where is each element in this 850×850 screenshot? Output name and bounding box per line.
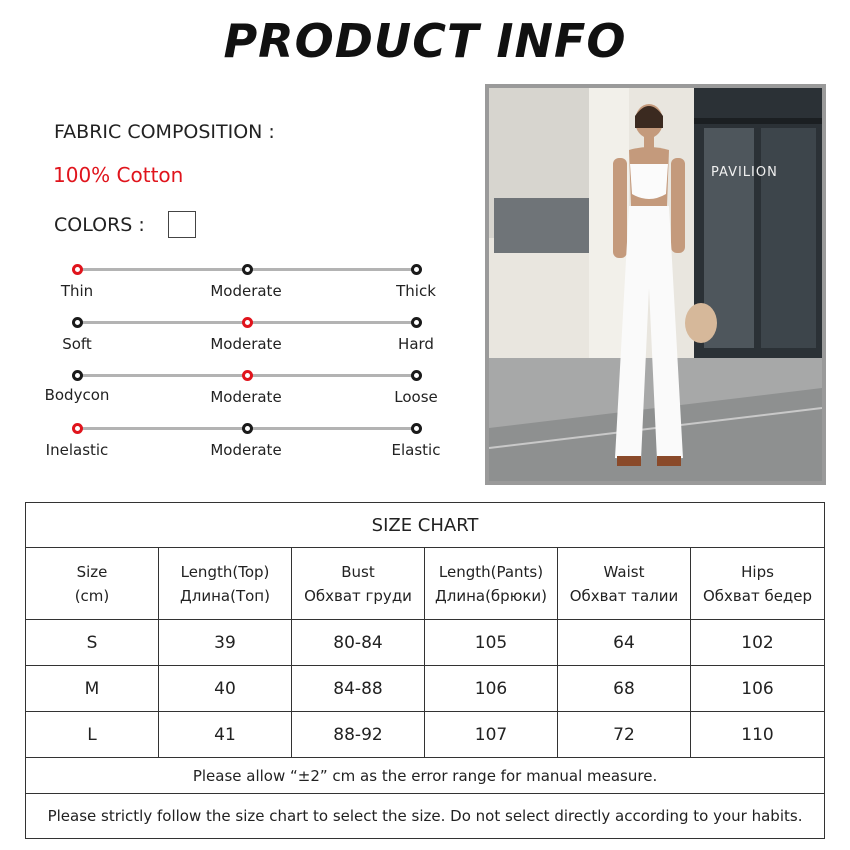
fabric-composition-value: 100% Cotton bbox=[53, 163, 184, 187]
table-cell: 107 bbox=[425, 712, 558, 758]
scale-label-hard: Hard bbox=[398, 335, 434, 353]
scale-dot-loose bbox=[411, 370, 422, 381]
size-chart-header-row bbox=[26, 548, 825, 620]
header-hips bbox=[691, 548, 825, 620]
scale-label-moderate: Moderate bbox=[210, 388, 282, 406]
table-cell: M bbox=[26, 666, 159, 712]
color-swatch-white[interactable] bbox=[168, 211, 196, 238]
header-bust-line2: Обхват груди bbox=[304, 586, 412, 605]
scale-dot-soft bbox=[72, 317, 83, 328]
scale-dot-bodycon bbox=[72, 370, 83, 381]
header-waist bbox=[558, 548, 691, 620]
scale-dot-moderate bbox=[242, 317, 253, 328]
table-row bbox=[26, 712, 825, 758]
size-chart-table bbox=[25, 502, 825, 839]
header-length-pants bbox=[425, 548, 558, 620]
scale-dot-moderate bbox=[242, 370, 253, 381]
header-bust bbox=[292, 548, 425, 620]
table-cell: 102 bbox=[691, 620, 825, 666]
scale-dot-thick bbox=[411, 264, 422, 275]
scale-label-moderate: Moderate bbox=[210, 282, 282, 300]
scale-dot-inelastic bbox=[72, 423, 83, 434]
scale-label-moderate: Moderate bbox=[210, 335, 282, 353]
header-waist-line1: Waist bbox=[603, 562, 645, 581]
table-cell: 80-84 bbox=[292, 620, 425, 666]
scale-label-loose: Loose bbox=[394, 388, 438, 406]
table-cell: 41 bbox=[159, 712, 292, 758]
scale-dot-moderate bbox=[242, 264, 253, 275]
colors-label: COLORS : bbox=[54, 214, 145, 236]
header-bust-line1: Bust bbox=[341, 562, 375, 581]
thickness-scale bbox=[0, 264, 480, 314]
size-selection-note: Please strictly follow the size chart to select the size. Do not select directly according to your habits. bbox=[26, 794, 825, 839]
table-cell: 64 bbox=[558, 620, 691, 666]
error-range-note: Please allow “±2” cm as the error range for manual measure. bbox=[26, 758, 825, 794]
header-hips-line2: Обхват бедер bbox=[702, 586, 813, 605]
page-title: PRODUCT INFO bbox=[223, 14, 627, 68]
table-cell: 68 bbox=[558, 666, 691, 712]
fit-scale bbox=[0, 370, 480, 420]
header-length-top bbox=[159, 548, 292, 620]
table-cell: 88-92 bbox=[292, 712, 425, 758]
table-row bbox=[26, 666, 825, 712]
softness-scale bbox=[0, 317, 480, 367]
table-cell: S bbox=[26, 620, 159, 666]
header-length-top-line1: Length(Top) bbox=[180, 562, 270, 581]
table-cell: 106 bbox=[425, 666, 558, 712]
elasticity-scale bbox=[0, 423, 480, 473]
scale-label-moderate: Moderate bbox=[210, 441, 282, 459]
header-length-pants-line2: Длина(брюки) bbox=[435, 586, 547, 605]
table-cell: 40 bbox=[159, 666, 292, 712]
table-cell: 72 bbox=[558, 712, 691, 758]
header-length-top-line2: Длина(Топ) bbox=[180, 586, 270, 605]
table-cell: 110 bbox=[691, 712, 825, 758]
storefront-sign-text: PAVILION bbox=[711, 165, 778, 180]
table-cell: 106 bbox=[691, 666, 825, 712]
scale-label-inelastic: Inelastic bbox=[45, 441, 109, 459]
table-cell: 84-88 bbox=[292, 666, 425, 712]
table-cell: 39 bbox=[159, 620, 292, 666]
header-size-line2: (cm) bbox=[74, 586, 110, 605]
scale-label-thin: Thin bbox=[60, 282, 94, 300]
size-chart-title: SIZE CHART bbox=[26, 503, 825, 548]
table-cell: 105 bbox=[425, 620, 558, 666]
fabric-composition-label: FABRIC COMPOSITION : bbox=[54, 121, 275, 143]
scale-dot-thin bbox=[72, 264, 83, 275]
table-cell: L bbox=[26, 712, 159, 758]
product-photo bbox=[485, 84, 826, 485]
scale-label-bodycon: Bodycon bbox=[44, 386, 110, 404]
scale-label-soft: Soft bbox=[62, 335, 92, 353]
header-hips-line1: Hips bbox=[741, 562, 774, 581]
scale-dot-elastic bbox=[411, 423, 422, 434]
product-photo-illustration bbox=[489, 88, 822, 481]
header-size bbox=[26, 548, 159, 620]
scale-dot-moderate bbox=[242, 423, 253, 434]
scale-dot-hard bbox=[411, 317, 422, 328]
scale-label-elastic: Elastic bbox=[391, 441, 441, 459]
table-row bbox=[26, 620, 825, 666]
scale-label-thick: Thick bbox=[396, 282, 436, 300]
header-size-line1: Size bbox=[76, 562, 108, 581]
header-waist-line2: Обхват талии bbox=[569, 586, 679, 605]
header-length-pants-line1: Length(Pants) bbox=[438, 562, 544, 581]
